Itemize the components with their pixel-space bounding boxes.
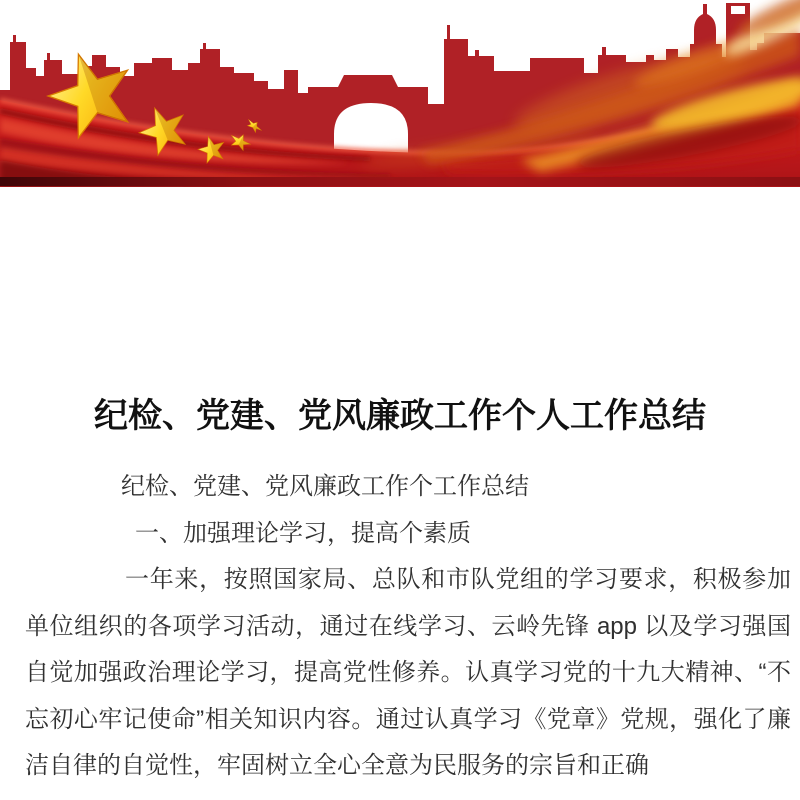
paragraph-body: 一年来，按照国家局、总队和市队党组的学习要求，积极参加单位组织的各项学习活动，通过在线学习、云岭先锋 app 以及学习强国自觉加强政治理论学习，提高党性修养。认真学习党的十九大精神、“不忘初心牢记使命”相关知识内容。通过认真学习《党章》党规，强化了廉洁自律的自觉性，牢固树立全心全意为民服务的宗旨和正确 bbox=[25, 566, 791, 779]
header-banner bbox=[0, 0, 800, 187]
document-title: 纪检、党建、党风廉政工作个人工作总结 bbox=[94, 397, 706, 435]
paragraph-section-heading: 一、加强理论学习，提高个素质 bbox=[135, 519, 471, 547]
banner-graphic bbox=[0, 0, 800, 187]
paragraph-subtitle: 纪检、党建、党风廉政工作个工作总结 bbox=[121, 473, 529, 500]
document-body bbox=[25, 464, 791, 790]
